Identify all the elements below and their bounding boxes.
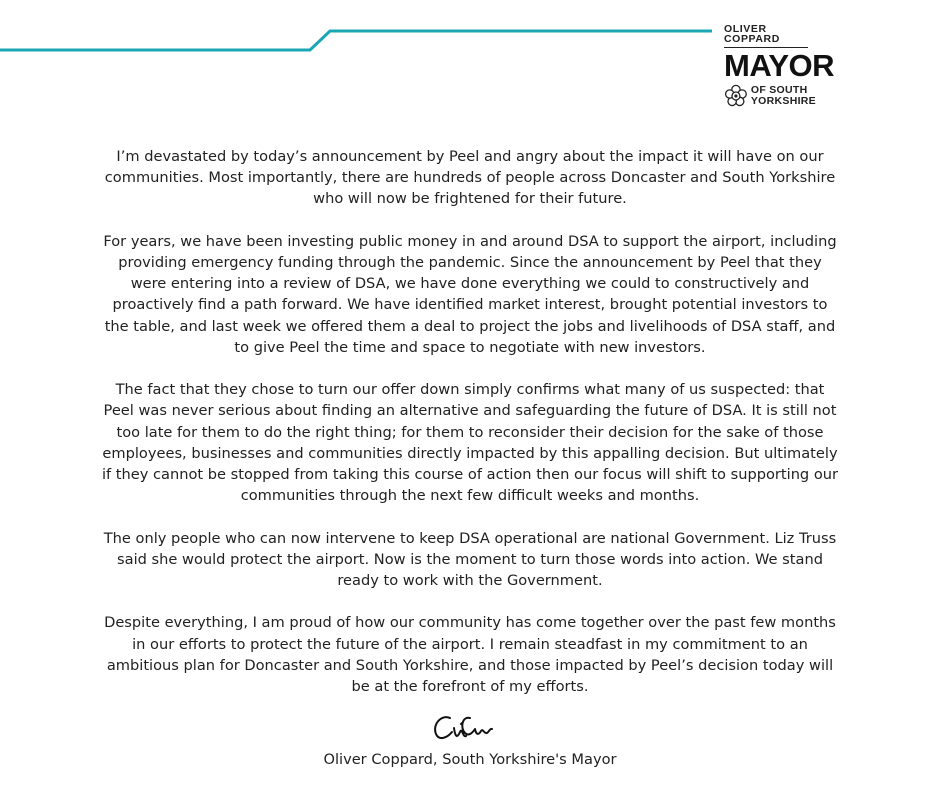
handwritten-signature	[420, 710, 520, 748]
statement-paragraph: The only people who can now intervene to keep DSA operational are national Government. Liz Truss said she would protect the airport. Now is the moment to turn those words into action. We stand ready to work with the Government.	[103, 529, 837, 590]
statement-paragraph: Despite everything, I am proud of how our community has come together over the past few months in our efforts to protect the future of the airport. I remain steadfast in my commitment to an ambitious plan for Doncaster and South Yorkshire, and those impacted by Peel’s decision today will be at the forefront of my efforts.	[104, 614, 836, 696]
logo-name-first: OLIVER	[724, 23, 767, 35]
statement-paragraph: I’m devastated by today’s announcement by Peel and angry about the impact it will have on our communities. Most importantly, there are hundreds of people across Doncaster and South Yorkshire who will now be frightened for their future.	[104, 148, 836, 208]
mayor-logo	[724, 23, 835, 108]
statement-paragraph: The fact that they chose to turn our offer down simply confirms what many of us suspected: that Peel was never serious about finding an alternative and safeguarding the future of DSA. It is still not too late for them to do the right thing; for them to reconsider their decision for the sake of those employees, businesses and communities directly impacted by this appalling decision. But ultimately if they cannot be stopped from taking this course of action then our focus will shift to supporting our communities through the next few difficult weeks and months.	[101, 381, 839, 505]
logo-subtitle-line1: OF SOUTH	[750, 84, 808, 96]
logo-name-last: COPPARD	[724, 33, 780, 45]
logo-title: MAYOR	[724, 48, 835, 83]
logo-subtitle-row	[724, 84, 816, 108]
signatory-name: Oliver Coppard, South Yorkshire's Mayor	[323, 751, 617, 768]
logo-subtitle-line2: YORKSHIRE	[750, 95, 816, 107]
yorkshire-rose-icon	[724, 84, 748, 108]
statement-paragraph: For years, we have been investing public money in and around DSA to support the airport, including providing emergency funding through the pandemic. Since the announcement by Peel that they were entering into a review of DSA, we have done everything we could to constructively and proactively find a path forward. We have identified market interest, brought potential investors to the table, and last week we offered them a deal to project the jobs and livelihoods of DSA staff, and to give Peel the time and space to negotiate with new investors.	[103, 232, 837, 356]
statement-body	[100, 146, 840, 718]
